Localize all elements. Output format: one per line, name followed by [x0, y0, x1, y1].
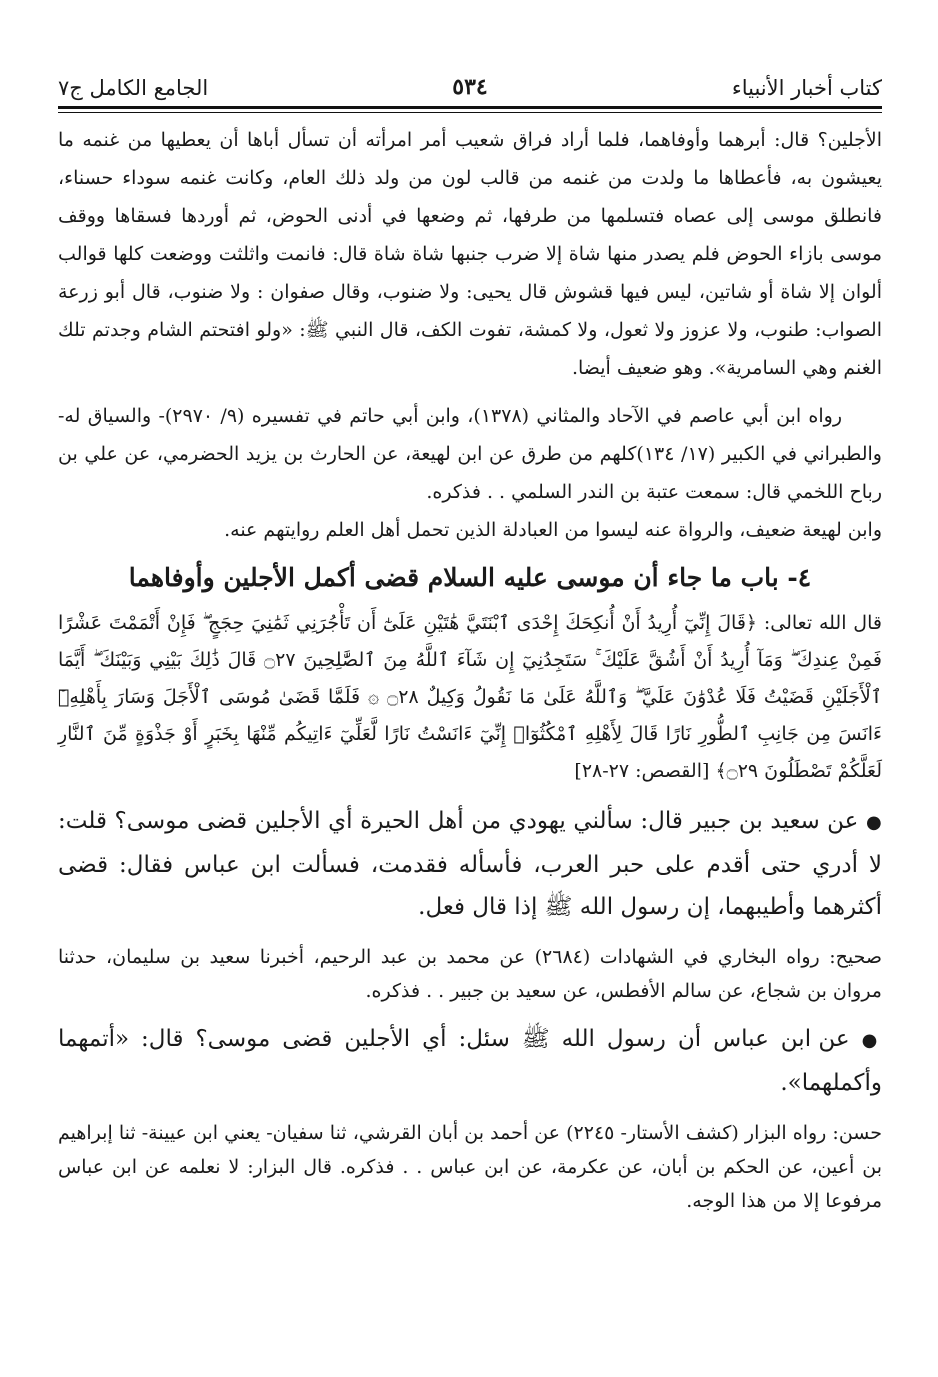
bullet-icon: ●: [861, 1030, 882, 1051]
takhrij-paragraph-1: رواه ابن أبي عاصم في الآحاد والمثاني (١٣٧٨)، وابن أبي حاتم في تفسيره (٩/ ٢٩٧٠)- والسياق له- والطبراني في الكبير (١٧/ ١٣٤)كلهم من طرق عن ابن لهيعة، عن الحارث بن يزيد الحضرمي، عن علي بن رباح اللخمي قال: سمعت عتبة بن الندر السلمي . . فذكره.: [58, 405, 882, 503]
bullet-icon: ●: [865, 812, 882, 833]
quran-verse-block: [58, 605, 882, 790]
volume-title: الجامع الكامل ج٧: [58, 76, 209, 100]
verse-reference: [القصص: ٢٧-٢٨]: [574, 760, 710, 782]
page-number: ٥٣٤: [452, 74, 488, 100]
verse-intro: قال الله تعالى:: [763, 612, 882, 634]
chapter-title: ٤- باب ما جاء أن موسى عليه السلام قضى أكمل الأجلين وأوفاهما: [128, 563, 812, 592]
header-rule-thin: [58, 112, 882, 113]
takhrij-note-1: وابن لهيعة ضعيف، والرواة عنه ليسوا من العبادلة الذين تحمل أهل العلم روايتهم عنه.: [224, 519, 882, 541]
hadith-1: [58, 800, 882, 928]
verse-text: ﴿قَالَ إِنِّيٓ أُرِيدُ أَنْ أُنكِحَكَ إِحْدَى ٱبْنَتَيَّ هَٰتَيْنِ عَلَىٰٓ أَن تَأْجُرَنِي ثَمَٰنِيَ حِجَجٍ ۖ فَإِنْ أَتْمَمْتَ عَشْرًا فَمِنْ عِندِكَ ۖ وَمَآ أُرِيدُ أَنْ أَشُقَّ عَلَيْكَ ۚ سَتَجِدُنِيٓ إِن شَآءَ ٱللَّهُ مِنَ ٱلصَّٰلِحِينَ ۝٢٧ قَالَ ذَٰلِكَ بَيْنِي وَبَيْنَكَ ۖ أَيَّمَا ٱلْأَجَلَيْنِ قَضَيْتُ فَلَا عُدْوَٰنَ عَلَيَّ ۖ وَٱللَّهُ عَلَىٰ مَا نَقُولُ وَكِيلٌ ۝٢٨ ۞ فَلَمَّا قَضَىٰ مُوسَى ٱلْأَجَلَ وَسَارَ بِأَهْلِهِۦٓ ءَانَسَ مِن جَانِبِ ٱلطُّورِ نَارًا قَالَ لِأَهْلِهِ ٱمْكُثُوٓا۟ إِنِّيٓ ءَانَسْتُ نَارًا لَّعَلِّيٓ ءَاتِيكُم مِّنْهَا بِخَبَرٍ أَوْ جَذْوَةٍ مِّنَ ٱلنَّارِ لَعَلَّكُمْ تَصْطَلُونَ ۝٢٩﴾: [58, 612, 882, 782]
takhrij-paragraph-2: صحيح: رواه البخاري في الشهادات (٢٦٨٤) عن محمد بن عبد الرحيم، أخبرنا سعيد بن سليمان، حدثنا مروان بن شجاع، عن سالم الأفطس، عن سعيد بن جبير . . فذكره.: [58, 946, 882, 1002]
book-page: [58, 60, 882, 1218]
header-rule-thick: [58, 106, 882, 109]
hadith-1-text: عن سعيد بن جبير قال: سألني يهودي من أهل الحيرة أي الأجلين قضى موسى؟ قلت: لا أدري حتى أقدم على حبر العرب، فأسأله فقدمت، فسألت ابن عباس فقال: قضى أكثرهما وأطيبهما، إن رسول الله ﷺ إذا قال فعل.: [58, 808, 882, 920]
takhrij-paragraph-3: حسن: رواه البزار (كشف الأستار- ٢٢٤٥) عن أحمد بن أبان القرشي، ثنا سفيان- يعني ابن عيينة- ثنا إبراهيم بن أعين، عن الحكم بن أبان، عن عكرمة، عن ابن عباس . . فذكره. قال البزار: لا نعلمه عن ابن عباس مرفوعا إلا من هذا الوجه.: [58, 1122, 882, 1212]
book-title: كتاب أخبار الأنبياء: [731, 76, 882, 100]
hadith-2-text: عن ابن عباس أن رسول الله ﷺ سئل: أي الأجلين قضى موسى؟ قال: «أتمهما وأكملهما».: [58, 1026, 882, 1096]
hadith-2: [58, 1018, 882, 1104]
intro-paragraph: الأجلين؟ قال: أبرهما وأوفاهما، فلما أراد فراق شعيب أمر امرأته أن تسأل أباها أن يعطيها من غنمه ما يعيشون به، فأعطاها ما ولدت من غنمه من قالب لون من ولد ذلك العام، وكانت غنمه سوداء حسناء، فانطلق موسى إلى عصاه فتسلمها من طرفها، ثم وضعها في أدنى الحوض، ثم أوردها فسقاها ووقف موسى بازاء الحوض فلم يصدر منها شاة إلا ضرب جنبها شاة شاة قال: فانمت واثلثت ووضعت كلها قوالب ألوان إلا شاة أو شاتين، ليس فيها قشوش قال يحيى: ولا ضنوب، وقال صفوان : ولا ضنوب، قال أبو زرعة الصواب: طنوب، ولا عزوز ولا ثعول، ولا كمشة، تفوت الكف، قال النبي ﷺ: «ولو افتحتم الشام وجدتم تلك الغنم وهي السامرية». وهو ضعيف أيضا.: [58, 129, 882, 379]
page-header: [58, 60, 882, 100]
